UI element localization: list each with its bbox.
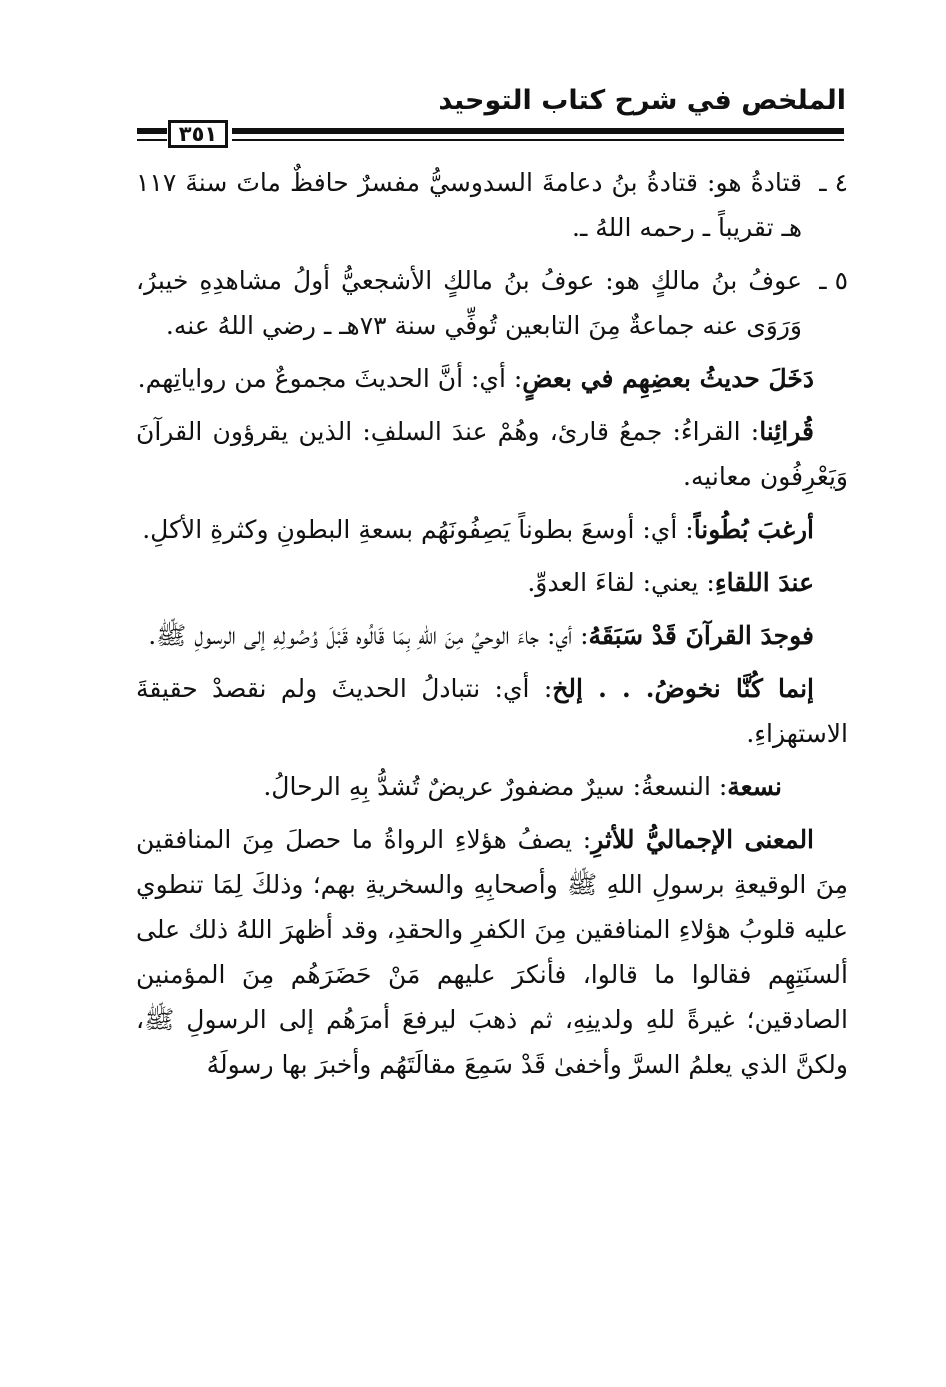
gloss-item [136,613,848,658]
gloss-definition: : أي: أوسعَ بطوناً يَصِفُونَهُم بسعةِ البطونِ وكثرةِ الأكلِ. [142,515,694,544]
gloss-term: قُرائِنا [759,417,814,446]
gloss-term: عندَ اللقاءِ [714,568,814,597]
header-rule-left-thick [137,128,167,134]
gloss-definition: : يعني: لقاءَ العدوِّ. [527,568,715,597]
gloss-definition: : القراءُ: جمعُ قارئ، وهُمْ عندَ السلفِ: الذين يقرؤون القرآنَ وَيَعْرِفُون معانيه. [136,417,848,491]
summary-paragraph [136,817,848,1087]
gloss-term: إنما كُنَّا نخوضُ. . . إلخ [552,674,815,703]
gloss-item [136,666,848,756]
summary-term: المعنى الإجماليُّ للأثرِ [591,825,815,854]
gloss-item [136,764,848,809]
gloss-item [136,356,848,401]
note-item [136,258,848,348]
gloss-term: نسعة [727,772,782,801]
header-rule-thick [232,128,844,134]
gloss-term: فوجدَ القرآنَ قَدْ سَبَقَهُ [588,621,814,650]
gloss-item [136,507,848,552]
note-marker: ٥ ـ [819,266,848,295]
gloss-definition: : أي: نتبادلُ الحديثَ ولم نقصدْ حقيقةَ الاستهزاءِ. [136,674,848,748]
note-item [136,160,848,250]
gloss-item [136,560,848,605]
note-text: عوفُ بنُ مالكٍ هو: عوفُ بنُ مالكٍ الأشجعيُّ أولُ مشاهدِهِ خيبرُ، وَرَوَى عنه جماعةٌ مِنَ التابعين تُوفِّي سنة ٧٣هـ ـ رضي اللهُ عنه. [136,266,802,340]
running-title: الملخص في شرح كتاب التوحيد [438,85,846,116]
gloss-definition: : أي: أنَّ الحديثَ مجموعٌ من رواياتِهم. [137,364,523,393]
gloss-definition: : النسعةُ: سيرٌ مضفورٌ عريضٌ تُشدُّ بِهِ الرحالُ. [263,772,728,801]
gloss-item [136,409,848,499]
header-rule-thin [232,139,844,141]
note-marker: ٤ ـ [819,168,848,197]
header-rule-left-thin [137,139,167,141]
gloss-term: أرغبَ بُطُوناً [693,515,814,544]
gloss-definition: : أي: جاءَ الوحيُ مِنَ اللهِ بِمَا قَالُوه قَبْلَ وُصُولِهِ إلى الرسولِ ﷺ. [148,621,589,650]
page-text [136,160,848,1095]
page-number: ٣٥١ [168,120,228,148]
gloss-term: دَخَلَ حديثُ بعضِهِم في بعضٍ [522,364,814,393]
note-text: قتادةُ هو: قتادةُ بنُ دعامةَ السدوسيُّ مفسرٌ حافظٌ ماتَ سنةَ ١١٧ هـ تقريباً ـ رحمه اللهُ ـ. [136,168,802,242]
summary-text: : يصفُ هؤلاءِ الرواةُ ما حصلَ مِنَ المنافقين مِنَ الوقيعةِ برسولِ اللهِ ﷺ وأصحابِهِ والسخريةِ بهم؛ وذلكَ لِمَا تنطوي عليه قلوبُ هؤلاءِ المنافقين مِنَ الكفرِ والحقدِ، وقد أظهرَ اللهُ ذلك على ألسنَتِهِم فقالوا ما قالوا، فأنكرَ عليهم مَنْ حَضَرَهُم مِنَ المؤمنين الصادقين؛ غيرةً للهِ ولدينِهِ، ثم ذهبَ ليرفعَ أمرَهُم إلى الرسولِ ﷺ، ولكنَّ الذي يعلمُ السرَّ وأخفىٰ قَدْ سَمِعَ مقالَتَهُم وأخبرَ بها رسولَهُ [136,825,848,1079]
